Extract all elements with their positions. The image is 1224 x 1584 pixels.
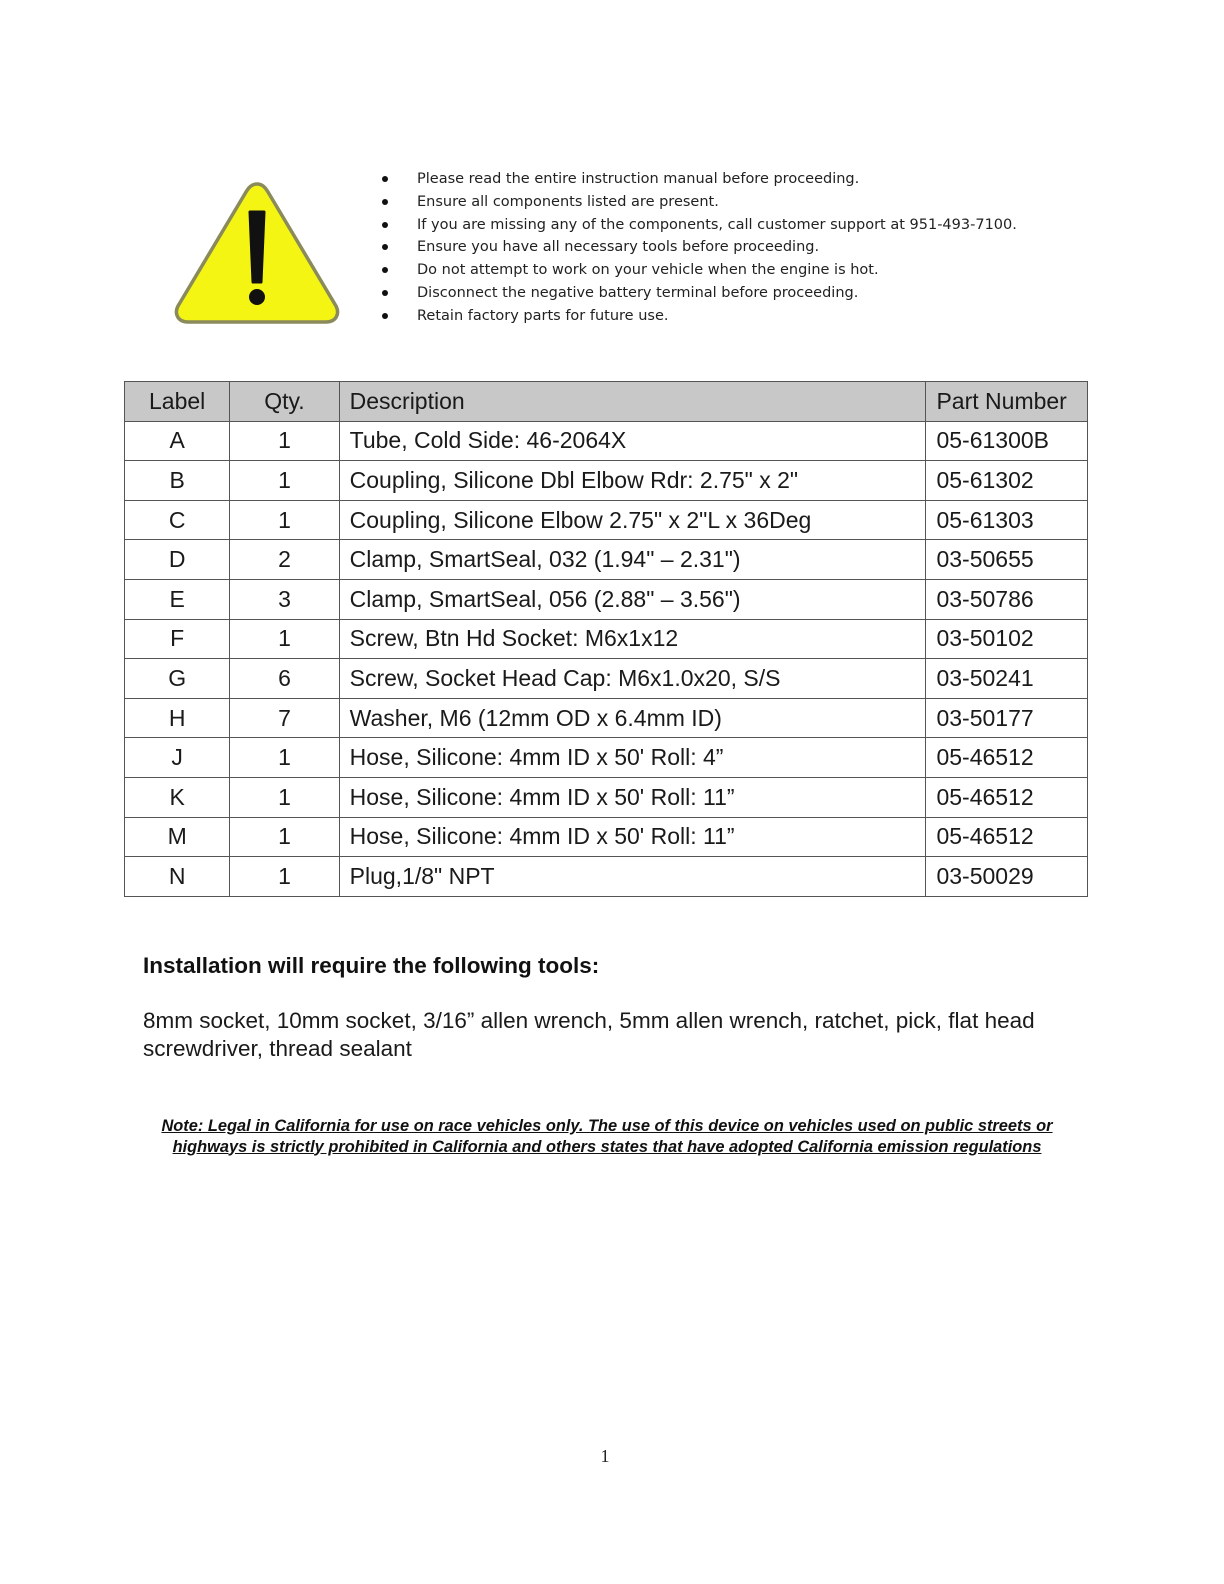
header-part-number: Part Number [926, 382, 1088, 422]
table-row [125, 619, 1088, 659]
cell-qty: 2 [230, 540, 339, 580]
cell-label: K [125, 777, 230, 817]
list-item: Do not attempt to work on your vehicle when the engine is hot. [382, 259, 1017, 282]
cell-qty: 1 [230, 461, 339, 501]
list-item: Ensure you have all necessary tools before proceeding. [382, 236, 1017, 259]
table-row [125, 461, 1088, 501]
cell-description: Hose, Silicone: 4mm ID x 50' Roll: 11” [339, 817, 926, 857]
cell-description: Coupling, Silicone Dbl Elbow Rdr: 2.75" x 2" [339, 461, 926, 501]
cell-label: F [125, 619, 230, 659]
cell-label: D [125, 540, 230, 580]
cell-description: Tube, Cold Side: 46-2064X [339, 421, 926, 461]
tools-list-text: 8mm socket, 10mm socket, 3/16” allen wrench, 5mm allen wrench, ratchet, pick, flat head screwdriver, thread sealant [143, 1008, 1035, 1061]
table-row [125, 659, 1088, 699]
header-qty: Qty. [230, 382, 339, 422]
cell-part-number: 03-50177 [926, 698, 1088, 738]
cell-description: Screw, Btn Hd Socket: M6x1x12 [339, 619, 926, 659]
cell-part-number: 05-61302 [926, 461, 1088, 501]
cell-description: Clamp, SmartSeal, 032 (1.94" – 2.31") [339, 540, 926, 580]
precaution-list [382, 168, 1017, 328]
cell-qty: 7 [230, 698, 339, 738]
cell-description: Clamp, SmartSeal, 056 (2.88" – 3.56") [339, 579, 926, 619]
list-item: Ensure all components listed are present. [382, 191, 1017, 214]
cell-qty: 1 [230, 817, 339, 857]
table-row [125, 500, 1088, 540]
cell-label: E [125, 579, 230, 619]
cell-qty: 3 [230, 579, 339, 619]
tools-heading: Installation will require the following tools: [143, 953, 600, 978]
cell-description: Hose, Silicone: 4mm ID x 50' Roll: 4” [339, 738, 926, 778]
cell-qty: 1 [230, 777, 339, 817]
table-row [125, 540, 1088, 580]
cell-part-number: 03-50655 [926, 540, 1088, 580]
list-item: Retain factory parts for future use. [382, 305, 1017, 328]
cell-part-number: 05-46512 [926, 817, 1088, 857]
cell-part-number: 03-50786 [926, 579, 1088, 619]
cell-label: A [125, 421, 230, 461]
cell-description: Coupling, Silicone Elbow 2.75" x 2"L x 36Deg [339, 500, 926, 540]
list-item: Please read the entire instruction manual before proceeding. [382, 168, 1017, 191]
cell-label: B [125, 461, 230, 501]
cell-part-number: 03-50029 [926, 857, 1088, 897]
table-row [125, 857, 1088, 897]
table-row [125, 777, 1088, 817]
header-description: Description [339, 382, 926, 422]
cell-part-number: 03-50102 [926, 619, 1088, 659]
cell-qty: 1 [230, 500, 339, 540]
table-header-row [125, 382, 1088, 422]
table-row [125, 579, 1088, 619]
cell-label: G [125, 659, 230, 699]
cell-description: Hose, Silicone: 4mm ID x 50' Roll: 11” [339, 777, 926, 817]
cell-part-number: 05-46512 [926, 738, 1088, 778]
table-row [125, 698, 1088, 738]
list-item: If you are missing any of the components, call customer support at 951-493-7100. [382, 214, 1017, 237]
cell-part-number: 03-50241 [926, 659, 1088, 699]
cell-label: H [125, 698, 230, 738]
table-row [125, 817, 1088, 857]
header-label: Label [125, 382, 230, 422]
cell-part-number: 05-61303 [926, 500, 1088, 540]
cell-description: Screw, Socket Head Cap: M6x1.0x20, S/S [339, 659, 926, 699]
cell-qty: 1 [230, 738, 339, 778]
cell-label: N [125, 857, 230, 897]
table-row [125, 738, 1088, 778]
cell-label: J [125, 738, 230, 778]
cell-description: Plug,1/8" NPT [339, 857, 926, 897]
cell-description: Washer, M6 (12mm OD x 6.4mm ID) [339, 698, 926, 738]
cell-qty: 1 [230, 857, 339, 897]
warning-triangle-icon [172, 178, 342, 328]
cell-label: C [125, 500, 230, 540]
table-row [125, 421, 1088, 461]
legal-note: Note: Legal in California for use on race vehicles only. The use of this device on vehicles used on public streets or highways is strictly prohibited in California and others states that have adopted California emission regulations [161, 1117, 1053, 1156]
cell-part-number: 05-46512 [926, 777, 1088, 817]
cell-qty: 1 [230, 421, 339, 461]
cell-qty: 1 [230, 619, 339, 659]
cell-qty: 6 [230, 659, 339, 699]
list-item: Disconnect the negative battery terminal before proceeding. [382, 282, 1017, 305]
page-number: 1 [600, 1446, 610, 1466]
cell-label: M [125, 817, 230, 857]
cell-part-number: 05-61300B [926, 421, 1088, 461]
parts-table [124, 381, 1088, 897]
